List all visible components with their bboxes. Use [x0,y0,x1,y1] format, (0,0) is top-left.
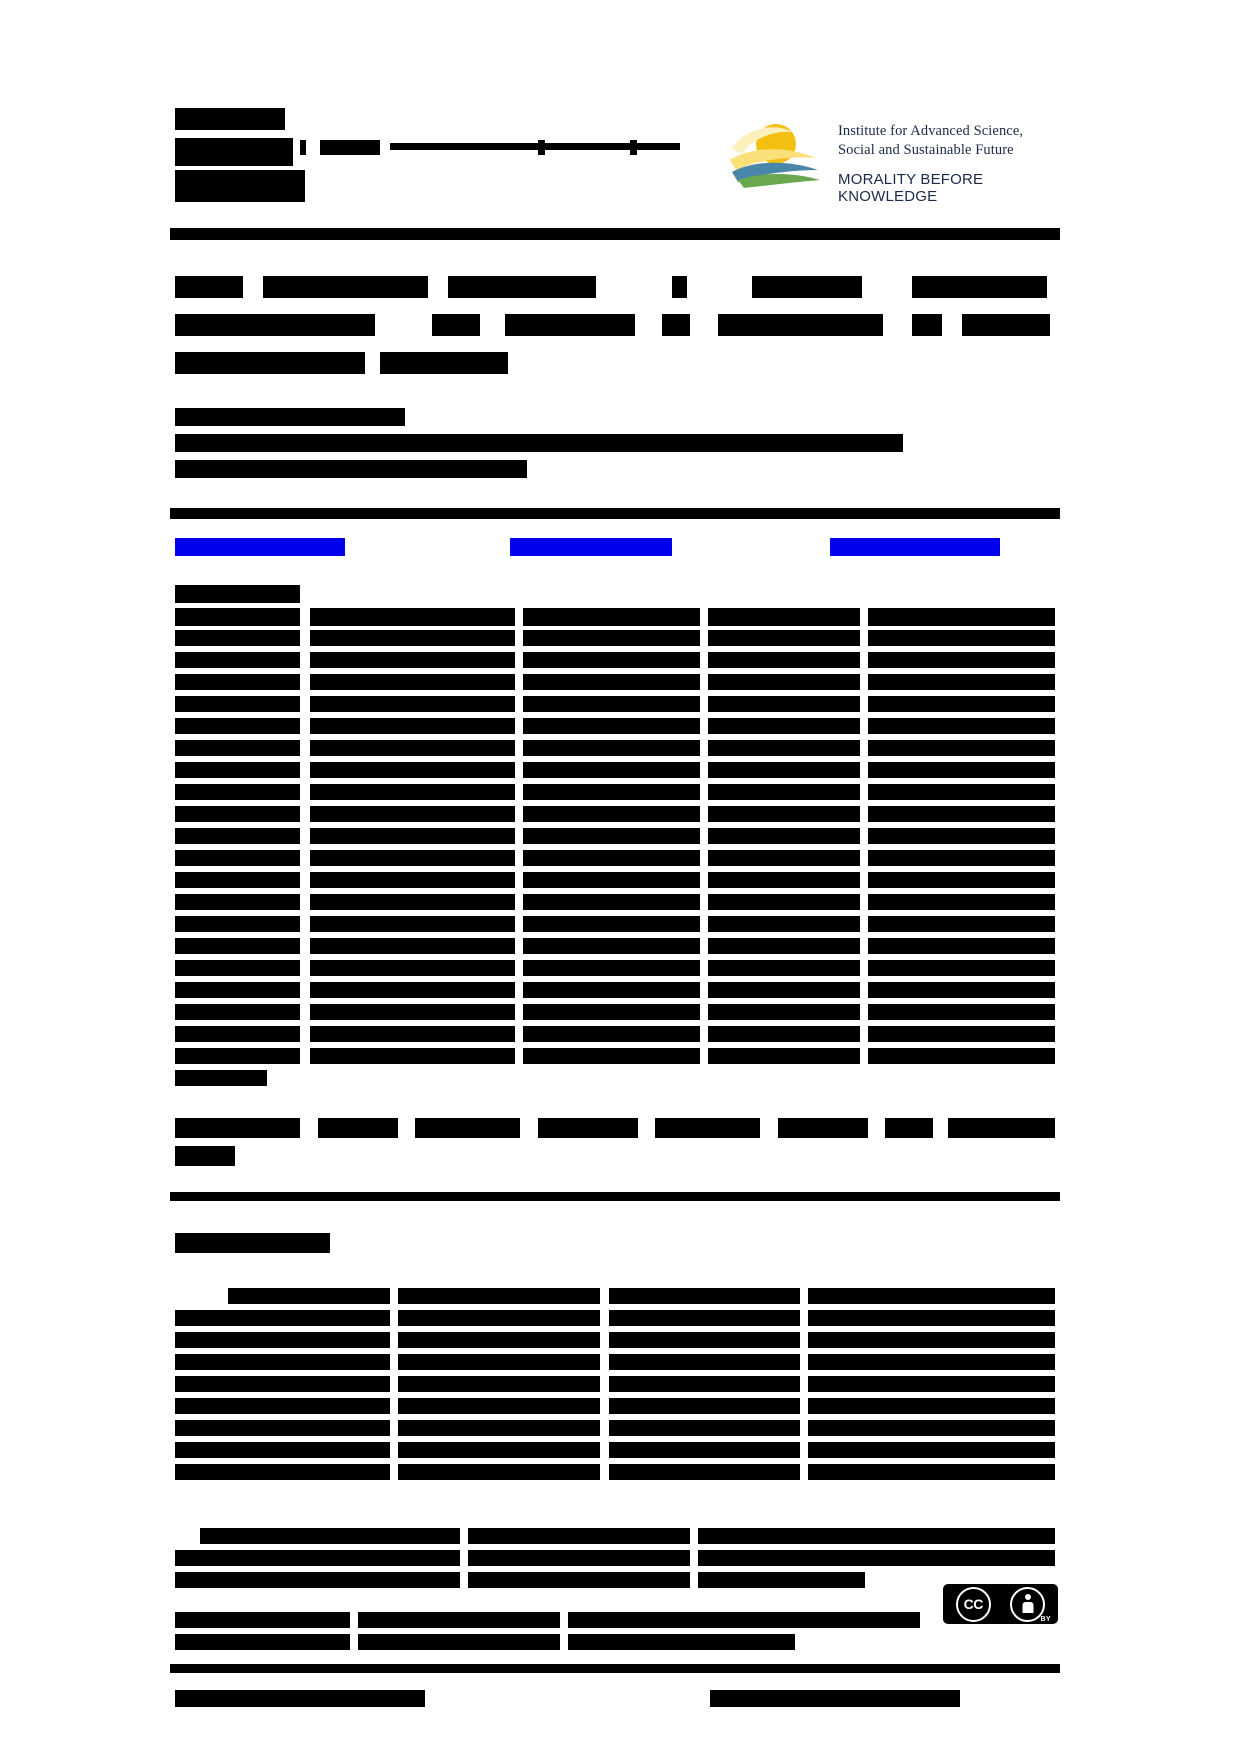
keywords-divider-rule [170,1192,1060,1201]
revised-date[interactable] [510,538,672,556]
cc-by-label: BY [1040,1616,1051,1623]
masthead-mark-3 [538,140,545,155]
received-date[interactable] [175,538,345,556]
publisher-name-line2: Social and Sustainable Future [838,142,1014,158]
journal-issn-redacted [175,108,285,130]
accepted-date[interactable] [830,538,1000,556]
institute-logo-icon [730,120,825,188]
publisher-name-line1: Institute for Advanced Science, [838,123,1024,139]
publisher-logo [730,120,1070,205]
header-divider-rule [170,228,1060,240]
journal-title-redacted [175,138,293,166]
masthead-mark-2 [320,140,380,155]
creative-commons-by-badge[interactable] [943,1584,1058,1624]
journal-subtitle-redacted [175,170,305,202]
cc-icon: CC [956,1587,991,1622]
footer-divider-rule [170,1664,1060,1673]
dates-divider-rule [170,508,1060,519]
masthead-mark-4 [630,140,637,155]
masthead-mark-1 [300,140,306,155]
publisher-motto: MORALITY BEFORE KNOWLEDGE [838,171,984,205]
section-heading-redacted [175,1233,330,1253]
publication-dates [175,538,1065,558]
publisher-name [838,122,1070,205]
